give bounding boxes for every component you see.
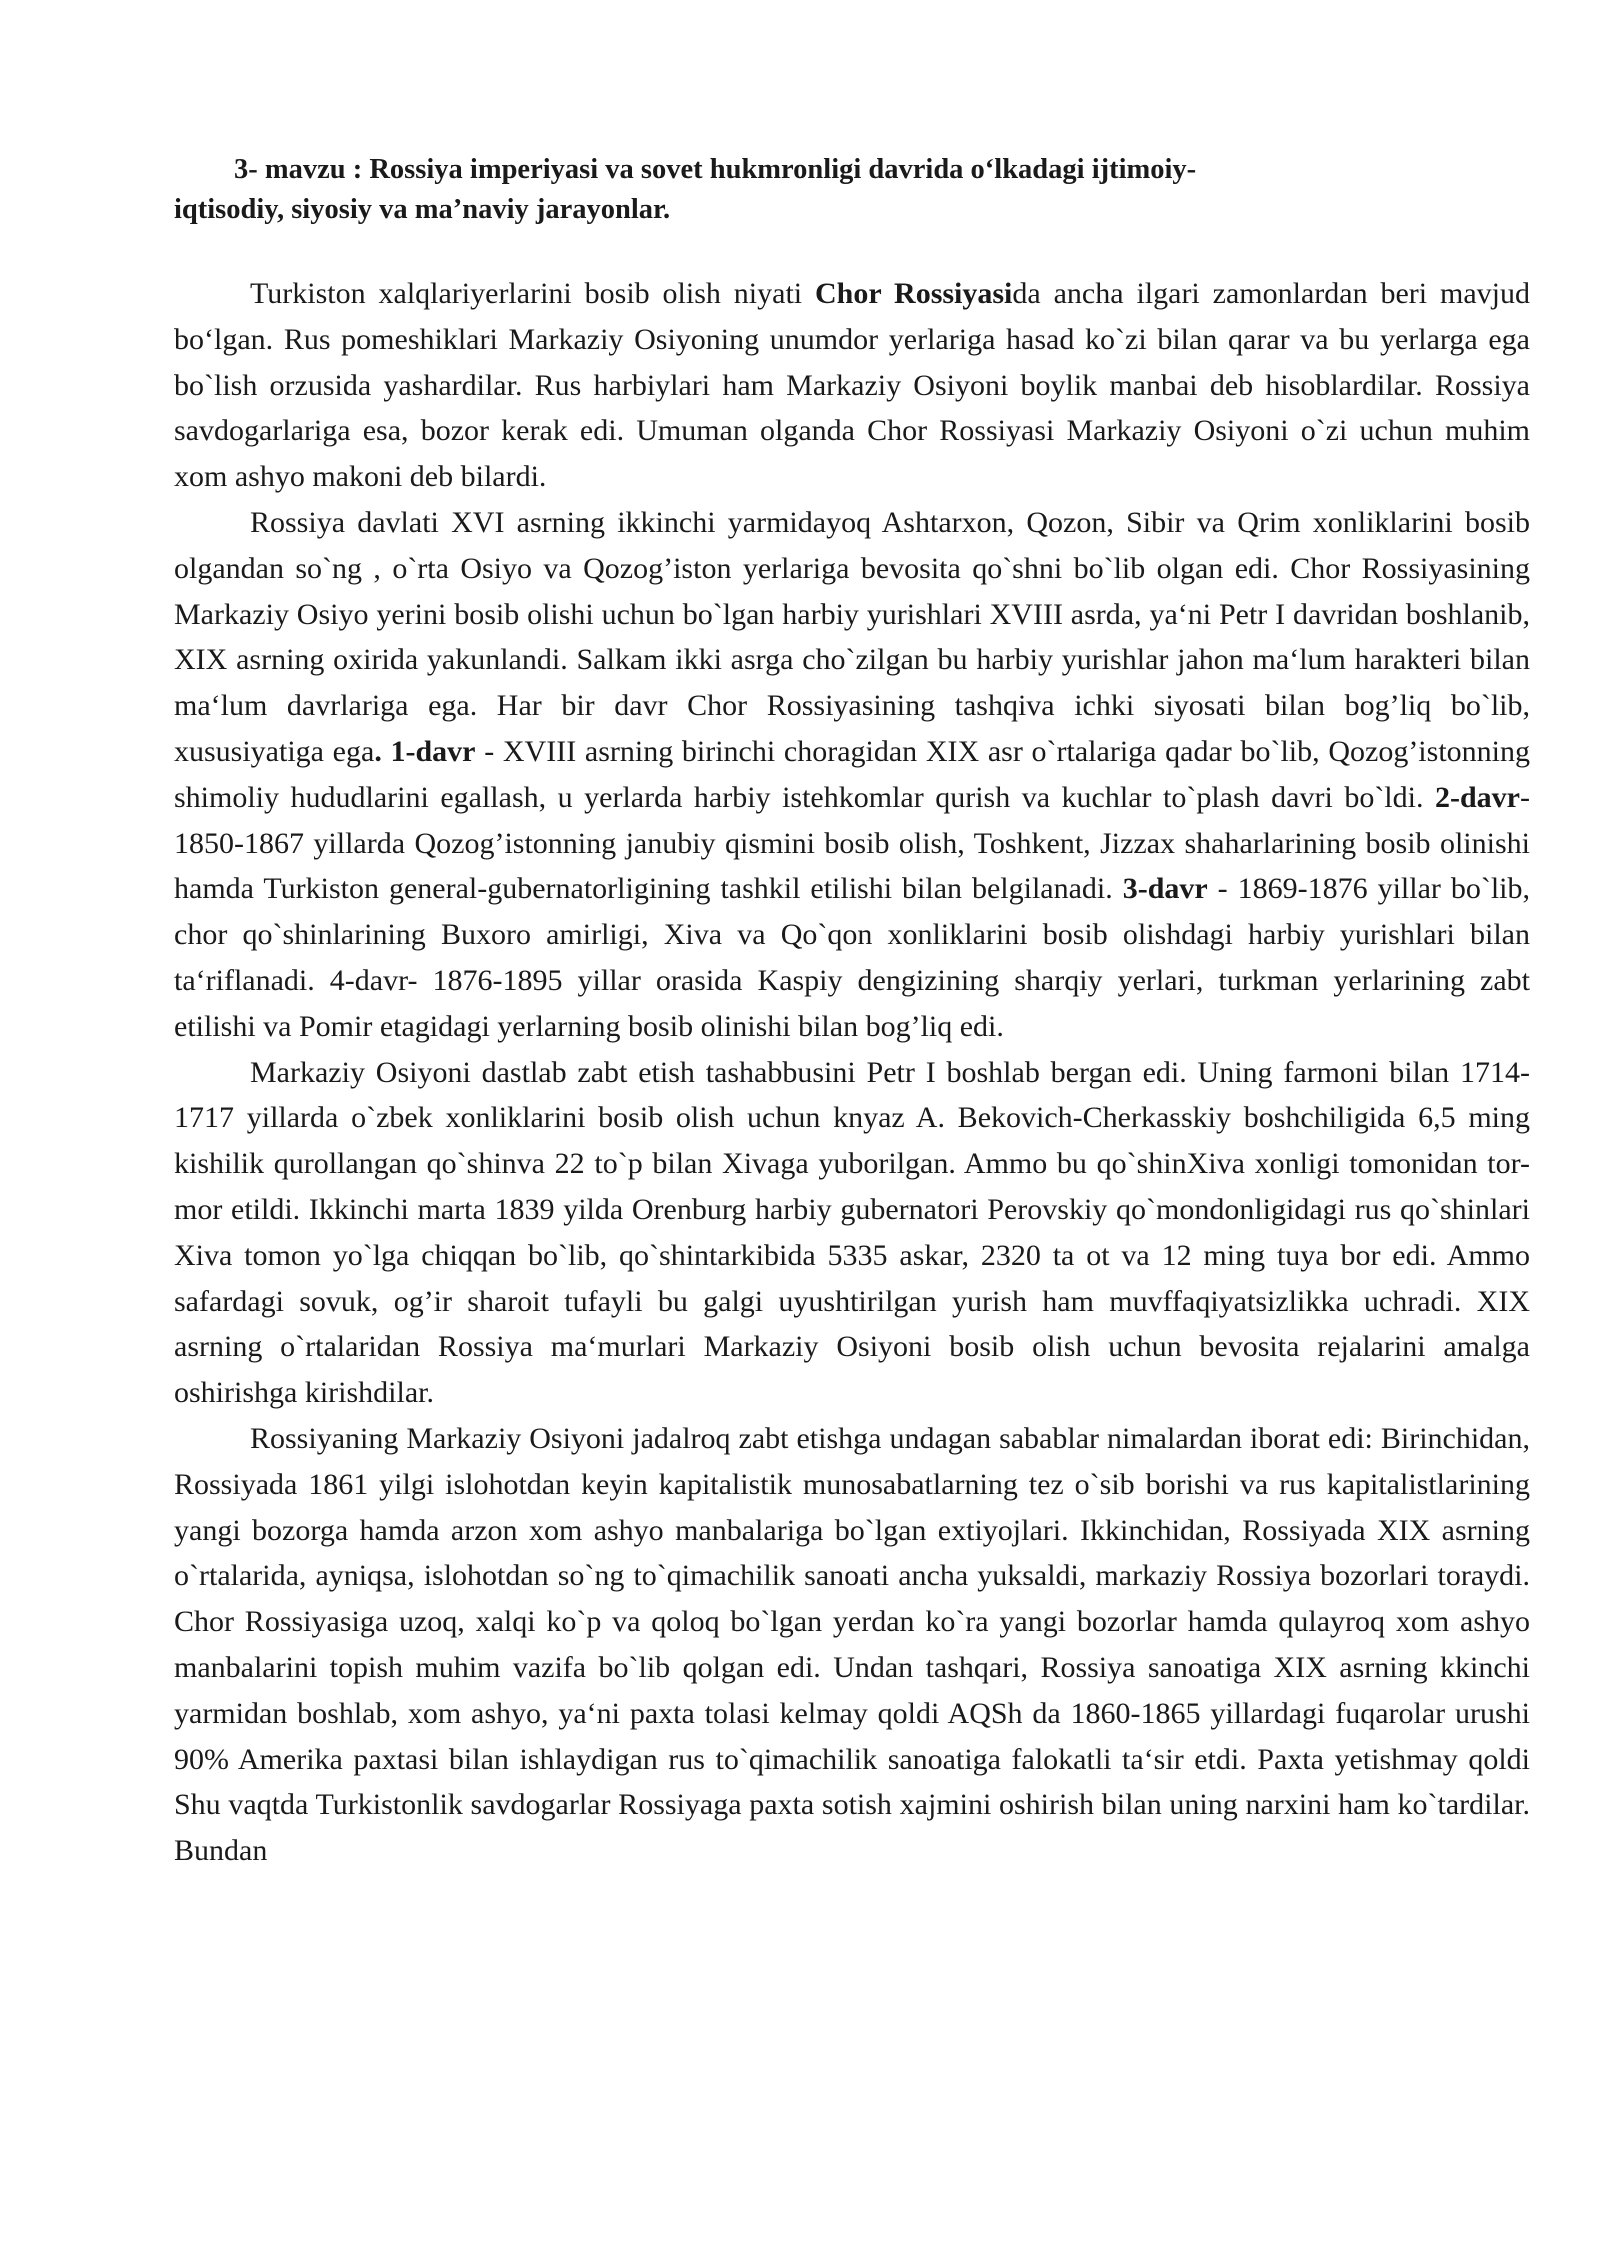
paragraph-2-text-c: - XVIII asrning birinchi choragidan XIX asr o`rtalariga qadar bo`lib, Qozog’istonning shimoliy hududlarini egallash, u yerlarda harbiy istehkomlar qurish va kuchlar to`plash davri bo`ldi. bbox=[174, 734, 1530, 814]
paragraph-2-text-g: - 1869-1876 yillar bo`lib, chor qo`shinlarining Buxoro amirligi, Xiva va Qo`qon xonliklarini bosib olishdagi harbiy yurishlari bilan ta‘riflanadi. 4-davr- 1876-1895 yillar orasida Kaspiy dengizining sharqiy yerlari, turkman yerlarining zabt etilishi va Pomir etagidagi yerlarning bosib olinishi bilan bog’liq edi. bbox=[174, 872, 1530, 1043]
paragraph-3: Markaziy Osiyoni dastlab zabt etish tashabbusini Petr I boshlab bergan edi. Uning farmoni bilan 1714-1717 yillarda o`zbek xonliklarini bosib olish uchun knyaz A. Bekovich-Cherkasskiy boshchiligida 6,5 ming kishilik qurollangan qo`shinva 22 to`p bilan Xivaga yuborilgan. Ammo bu qo`shinXiva xonligi tomonidan tor-mor etildi. Ikkinchi marta 1839 yilda Orenburg harbiy gubernatori Perovskiy qo`mondonligidagi rus qo`shinlari Xiva tomon yo`lga chiqqan bo`lib, qo`shintarkibida 5335 askar, 2320 ta ot va 12 ming tuya bor edi. Ammo safardagi sovuk, og’ir sharoit tufayli bu galgi uyushtirilgan yurish ham muvffaqiyatsizlikka uchradi. XIX asrning o`rtalaridan Rossiya ma‘murlari Markaziy Osiyoni bosib olish uchun bevosita rejalarini amalga oshirishga kirishdilar. bbox=[174, 1055, 1530, 1410]
paragraph-2 bbox=[174, 500, 1530, 1050]
paragraph-2-bold-davr-3: 3-davr bbox=[1122, 872, 1208, 906]
paragraph-2-text-a: Rossiya davlati XVI asrning ikkinchi yarmidayoq Ashtarxon, Qozon, Sibir va Qrim xonliklarini bosib olgandan so`ng , o`rta Osiyo va Qozog’iston yerlariga bevosita qo`shni bo`lib olgan edi. Chor Rossiyasining Markaziy Osiyo yerini bosib olishi uchun bo`lgan harbiy yurishlari XVIII asrda, ya‘ni Petr I davridan boshlanib, XIX asrning oxirida yakunlandi. Salkam ikki asrga cho`zilgan bu harbiy yurishlar jahon ma‘lum harakteri bilan ma‘lum davrlariga ega. Har bir davr Chor Rossiyasining tashqiva ichki siyosati bilan bog’liq bo`lib, xususiyatiga ega bbox=[174, 505, 1530, 768]
document-title bbox=[174, 150, 1530, 230]
document-page bbox=[174, 150, 1530, 1874]
paragraph-1-text-c: da ancha ilgari zamonlardan beri mavjud bo‘lgan. Rus pomeshiklari Markaziy Osiyoning unumdor yerlariga hasad ko`zi bilan qarar va bu yerlarga ega bo`lish orzusida yashardilar. Rus harbiylari ham Markaziy Osiyoni boylik manbai deb hisoblardilar. Rossiya savdogarlariga esa, bozor kerak edi. Umuman olganda Chor Rossiyasi Markaziy Osiyoni o`zi uchun muhim xom ashyo makoni deb bilardi. bbox=[174, 277, 1531, 494]
paragraph-2-text-e: -1850-1867 yillarda Qozog’istonning janubiy qismini bosib olish, Toshkent, Jizzax shaharlarining bosib olinishi hamda Turkiston general-gubernatorligining tashkil etilishi bilan belgilanadi. bbox=[174, 780, 1530, 906]
paragraph-1-bold: Chor Rossiyasi bbox=[815, 277, 1013, 310]
title-line-1: 3- mavzu : Rossiya imperiyasi va sovet hukmronligi davrida o‘lkadagi ijtimoiy- bbox=[234, 154, 1197, 185]
paragraph-1-text-a: Turkiston xalqlariyerlarini bosib olish niyati bbox=[250, 277, 816, 310]
paragraph-2-bold-davr-1: . 1-davr bbox=[374, 734, 476, 768]
document-body bbox=[174, 271, 1530, 1874]
paragraph-1 bbox=[174, 271, 1530, 500]
paragraph-2-bold-davr-2: 2-davr bbox=[1435, 780, 1520, 814]
paragraph-4: Rossiyaning Markaziy Osiyoni jadalroq zabt etishga undagan sabablar nimalardan iborat edi: Birinchidan, Rossiyada 1861 yilgi islohotdan keyin kapitalistik munosabatlarning tez o`sib borishi va rus kapitalistlarining yangi bozorga hamda arzon xom ashyo manbalariga bo`lgan extiyojlari. Ikkinchidan, Rossiyada XIX asrning o`rtalarida, ayniqsa, islohotdan so`ng to`qimachilik sanoati ancha yuksaldi, markaziy Rossiya bozorlari toraydi. Chor Rossiyasiga uzoq, xalqi ko`p va qoloq bo`lgan yerdan ko`ra yangi bozorlar hamda qulayroq xom ashyo manbalarini topish muhim vazifa bo`lib qolgan edi. Undan tashqari, Rossiya sanoatiga XIX asrning kkinchi yarmidan boshlab, xom ashyo, ya‘ni paxta tolasi kelmay qoldi AQSh da 1860-1865 yillardagi fuqarolar urushi 90% Amerika paxtasi bilan ishlaydigan rus to`qimachilik sanoatiga falokatli ta‘sir etdi. Paxta yetishmay qoldi Shu vaqtda Turkistonlik savdogarlar Rossiyaga paxta sotish xajmini oshirish bilan uning narxini ham ko`tardilar. Bundan bbox=[174, 1421, 1530, 1868]
title-line-2: iqtisodiy, siyosiy va ma’naviy jarayonlar. bbox=[174, 194, 671, 225]
